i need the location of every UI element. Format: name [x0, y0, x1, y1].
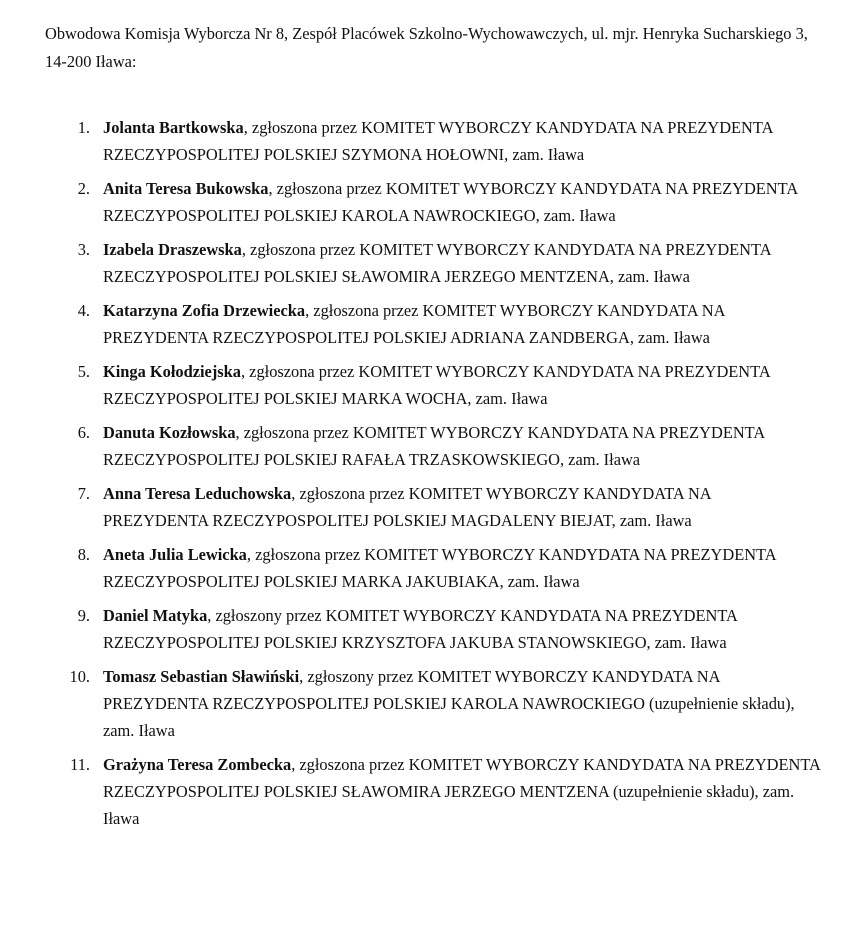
item-text: [103, 175, 820, 229]
member-details: , zgłoszona przez KOMITET WYBORCZY KANDYDATA NA PREZYDENTA RZECZYPOSPOLITEJ POLSKIEJ RAFAŁA TRZASKOWSKIEGO, zam. Iława: [103, 423, 765, 469]
item-text: [103, 236, 820, 290]
item-text: [103, 114, 820, 168]
item-text: [103, 541, 820, 595]
member-name: Daniel Matyka: [103, 606, 208, 625]
item-text: [103, 419, 820, 473]
item-text: [103, 751, 820, 832]
member-name: Izabela Draszewska: [103, 240, 242, 259]
member-name: Grażyna Teresa Zombecka: [103, 755, 292, 774]
list-item: [60, 480, 820, 534]
list-item: [60, 419, 820, 473]
member-details: , zgłoszona przez KOMITET WYBORCZY KANDYDATA NA PREZYDENTA RZECZYPOSPOLITEJ POLSKIEJ MARKA JAKUBIAKA, zam. Iława: [103, 545, 776, 591]
member-name: Anna Teresa Leduchowska: [103, 484, 292, 503]
member-name: Danuta Kozłowska: [103, 423, 236, 442]
member-details: , zgłoszona przez KOMITET WYBORCZY KANDYDATA NA PREZYDENTA RZECZYPOSPOLITEJ POLSKIEJ SŁAWOMIRA JERZEGO MENTZENA, zam. Iława: [103, 240, 771, 286]
list-item: [60, 663, 820, 744]
member-name: Tomasz Sebastian Sławiński: [103, 667, 300, 686]
list-item: [60, 175, 820, 229]
member-details: , zgłoszona przez KOMITET WYBORCZY KANDYDATA NA PREZYDENTA RZECZYPOSPOLITEJ POLSKIEJ MARKA WOCHA, zam. Iława: [103, 362, 770, 408]
member-details: , zgłoszona przez KOMITET WYBORCZY KANDYDATA NA PREZYDENTA RZECZYPOSPOLITEJ POLSKIEJ ADRIANA ZANDBERGA, zam. Iława: [103, 301, 725, 347]
item-number: 1.: [77, 118, 90, 137]
list-item: [60, 236, 820, 290]
member-name: Kinga Kołodziejska: [103, 362, 241, 381]
list-item: [60, 602, 820, 656]
item-text: [103, 297, 820, 351]
item-text: [103, 480, 820, 534]
item-number: 6.: [77, 423, 90, 442]
member-details: , zgłoszona przez KOMITET WYBORCZY KANDYDATA NA PREZYDENTA RZECZYPOSPOLITEJ POLSKIEJ SŁAWOMIRA JERZEGO MENTZENA (uzupełnienie składu), zam. Iława: [103, 755, 820, 828]
list-item: [60, 114, 820, 168]
item-number: 8.: [77, 545, 90, 564]
item-number: 2.: [77, 179, 90, 198]
member-details: , zgłoszona przez KOMITET WYBORCZY KANDYDATA NA PREZYDENTA RZECZYPOSPOLITEJ POLSKIEJ SZYMONA HOŁOWNI, zam. Iława: [103, 118, 773, 164]
member-details: , zgłoszona przez KOMITET WYBORCZY KANDYDATA NA PREZYDENTA RZECZYPOSPOLITEJ POLSKIEJ KAROLA NAWROCKIEGO, zam. Iława: [103, 179, 798, 225]
list-item: [60, 297, 820, 351]
list-item: [60, 541, 820, 595]
item-number: 3.: [77, 240, 90, 259]
item-text: [103, 358, 820, 412]
member-name: Anita Teresa Bukowska: [103, 179, 269, 198]
item-number: 9.: [77, 606, 90, 625]
item-number: 5.: [77, 362, 90, 381]
member-name: Aneta Julia Lewicka: [103, 545, 247, 564]
list-item: [60, 358, 820, 412]
commission-header: Obwodowa Komisja Wyborcza Nr 8, Zespół Placówek Szkolno-Wychowawczych, ul. mjr. Henryka Sucharskiego 3, 14-200 Iława:: [45, 24, 808, 71]
member-name: Jolanta Bartkowska: [103, 118, 244, 137]
item-text: [103, 602, 820, 656]
member-name: Katarzyna Zofia Drzewiecka: [103, 301, 306, 320]
item-number: 11.: [70, 755, 90, 774]
item-text: [103, 663, 820, 744]
item-number: 4.: [77, 301, 90, 320]
member-details: , zgłoszony przez KOMITET WYBORCZY KANDYDATA NA PREZYDENTA RZECZYPOSPOLITEJ POLSKIEJ KAROLA NAWROCKIEGO (uzupełnienie składu), zam. Iława: [103, 667, 795, 740]
member-list: [60, 114, 820, 839]
list-item: [60, 751, 820, 832]
item-number: 7.: [77, 484, 90, 503]
member-details: , zgłoszony przez KOMITET WYBORCZY KANDYDATA NA PREZYDENTA RZECZYPOSPOLITEJ POLSKIEJ KRZYSZTOFA JAKUBA STANOWSKIEGO, zam. Iława: [103, 606, 737, 652]
member-details: , zgłoszona przez KOMITET WYBORCZY KANDYDATA NA PREZYDENTA RZECZYPOSPOLITEJ POLSKIEJ MAGDALENY BIEJAT, zam. Iława: [103, 484, 711, 530]
item-number: 10.: [69, 667, 90, 686]
